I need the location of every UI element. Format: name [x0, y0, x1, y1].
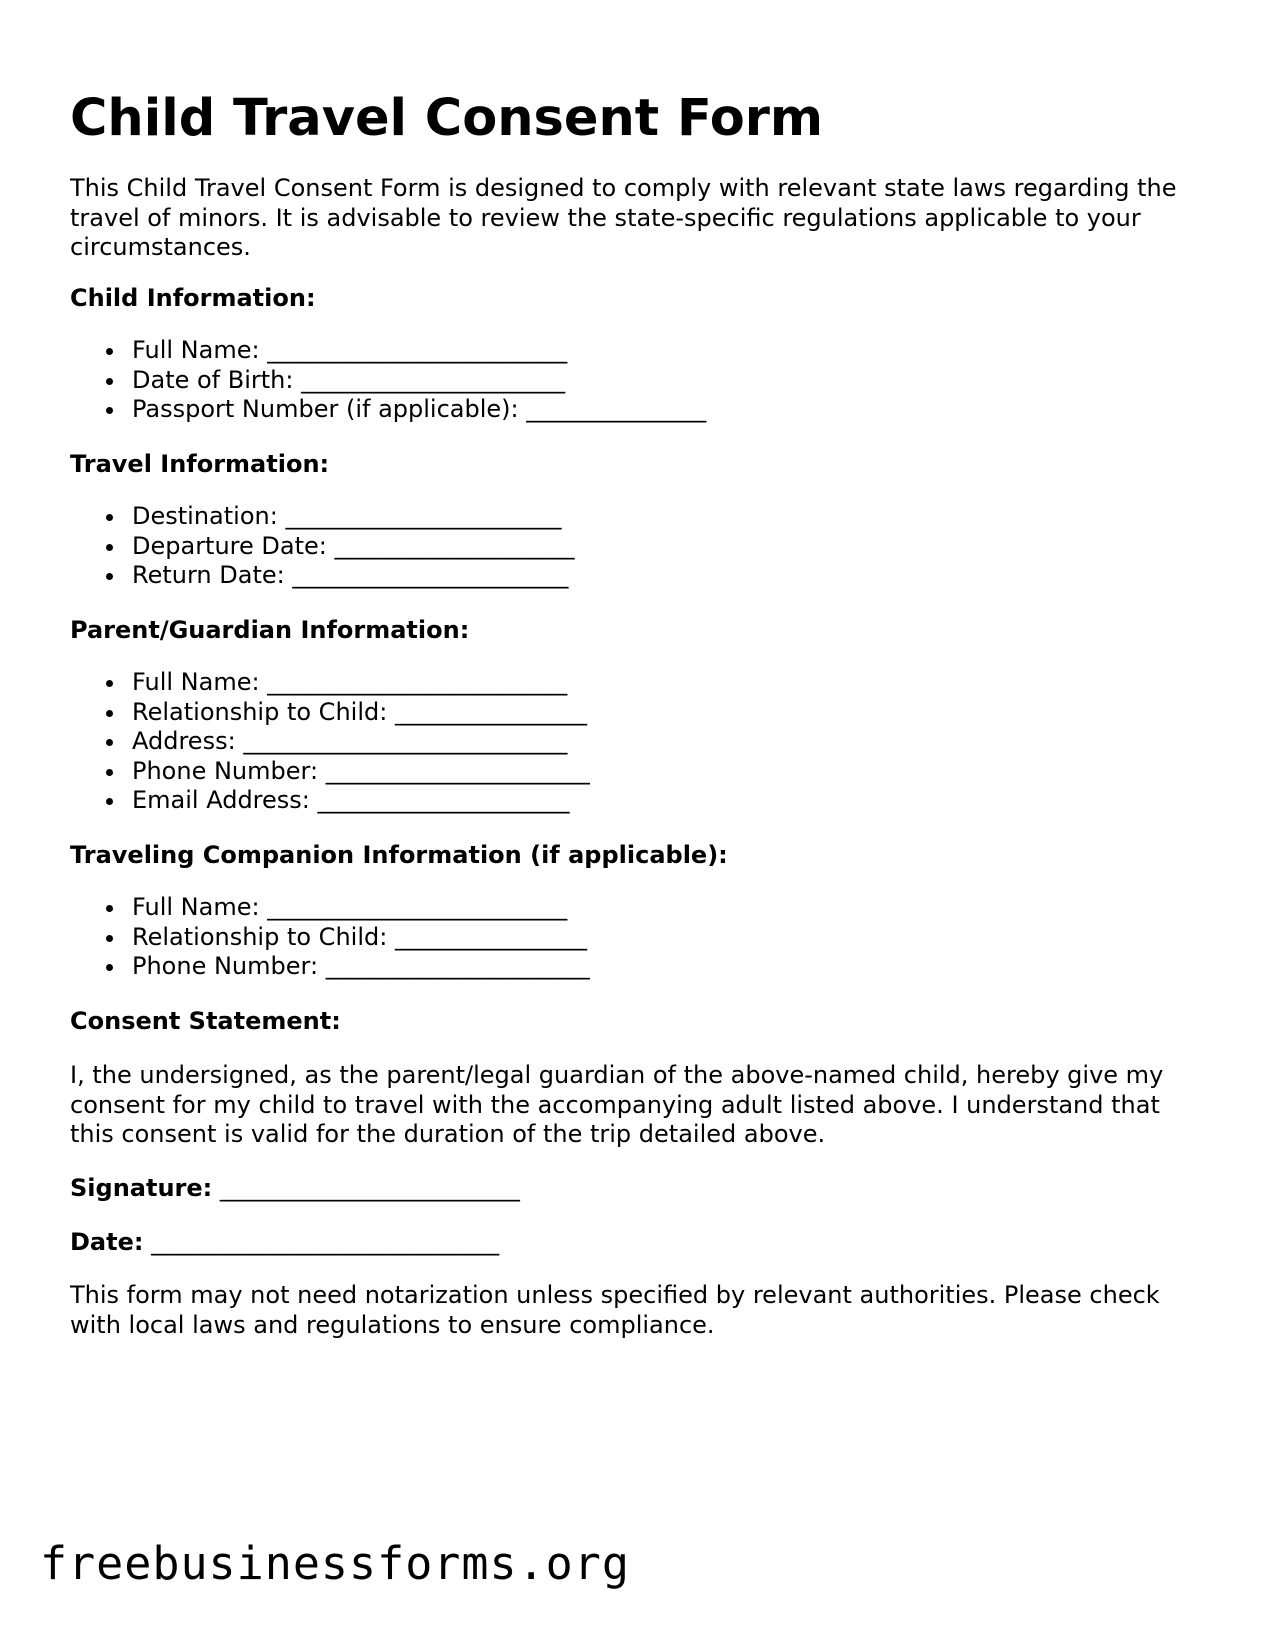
list-item	[70, 893, 590, 923]
field-label: Passport Number (if applicable):	[132, 395, 519, 423]
consent-paragraph: I, the undersigned, as the parent/legal guardian of the above-named child, hereby give my consent for my child to travel with the accompanying adult listed above. I understand that this consent is valid for the duration of the trip detailed above.	[70, 1061, 1164, 1148]
bullet-icon	[106, 798, 113, 805]
fill-in-blank[interactable]: _________________________	[267, 893, 568, 921]
fill-in-blank[interactable]: _______________________	[292, 561, 569, 589]
child-fields-list	[70, 336, 706, 425]
field-label: Phone Number:	[132, 756, 319, 785]
bullet-icon	[106, 964, 113, 971]
bullet-icon	[106, 544, 113, 551]
date-label: Date:	[70, 1228, 144, 1256]
field-label: Address:	[132, 727, 236, 755]
field-label: Departure Date:	[132, 531, 327, 560]
field-label: Destination:	[132, 502, 278, 530]
field-label: Email Address:	[132, 786, 310, 814]
page-title: Child Travel Consent Form	[70, 89, 824, 148]
signature-label: Signature:	[70, 1174, 213, 1202]
fill-in-blank[interactable]: ________________	[394, 922, 587, 951]
fill-in-blank[interactable]: ______________________	[325, 756, 590, 785]
closing-paragraph: This form may not need notarization unless specified by relevant authorities. Please check with local laws and regulations to ensure compliance.	[70, 1281, 1160, 1339]
fill-in-blank[interactable]: _____________________	[317, 786, 570, 814]
bullet-icon	[106, 407, 113, 414]
list-item	[70, 757, 590, 787]
bullet-icon	[106, 680, 113, 687]
field-label: Phone Number:	[132, 952, 319, 980]
signature-line	[70, 1173, 520, 1203]
field-label: Date of Birth:	[132, 365, 294, 394]
fill-in-blank[interactable]: ______________________	[301, 365, 566, 394]
field-label: Full Name:	[132, 893, 260, 921]
fill-in-blank[interactable]: ______________________	[325, 952, 590, 980]
signature-field[interactable]: _________________________	[219, 1174, 520, 1202]
child-section-heading: Child Information:	[70, 284, 316, 312]
bullet-icon	[106, 348, 113, 355]
list-item	[70, 561, 575, 591]
guardian-fields-list	[70, 668, 590, 816]
field-label: Relationship to Child:	[132, 697, 388, 726]
bullet-icon	[106, 739, 113, 746]
bullet-icon	[106, 710, 113, 717]
fill-in-blank[interactable]: _________________________	[267, 668, 568, 696]
field-label: Relationship to Child:	[132, 922, 388, 951]
bullet-icon	[106, 769, 113, 776]
field-label: Return Date:	[132, 561, 285, 589]
list-item	[70, 668, 590, 698]
companion-section-heading: Traveling Companion Information (if applicable):	[70, 841, 728, 869]
guardian-section-heading: Parent/Guardian Information:	[70, 616, 470, 644]
field-label: Full Name:	[132, 336, 260, 364]
field-label: Full Name:	[132, 668, 260, 696]
travel-section-heading: Travel Information:	[70, 450, 330, 478]
fill-in-blank[interactable]: ________________	[394, 697, 587, 726]
fill-in-blank[interactable]: _______________	[526, 395, 707, 423]
bullet-icon	[106, 935, 113, 942]
fill-in-blank[interactable]: ___________________________	[243, 727, 568, 755]
list-item	[70, 923, 590, 953]
bullet-icon	[106, 573, 113, 580]
consent-section-heading: Consent Statement:	[70, 1007, 341, 1035]
fill-in-blank[interactable]: ____________________	[334, 531, 575, 560]
watermark-footer: freebusinessforms.org	[40, 1537, 630, 1590]
companion-fields-list	[70, 893, 590, 982]
intro-paragraph: This Child Travel Consent Form is designed to comply with relevant state laws regarding the travel of minors. It is advisable to review the state-specific regulations applicable to your circumstances.	[70, 174, 1177, 261]
date-line	[70, 1227, 499, 1257]
list-item	[70, 532, 575, 562]
bullet-icon	[106, 378, 113, 385]
travel-fields-list	[70, 502, 575, 591]
bullet-icon	[106, 905, 113, 912]
list-item	[70, 366, 706, 396]
fill-in-blank[interactable]: _______________________	[285, 502, 562, 530]
list-item	[70, 727, 590, 757]
list-item	[70, 395, 706, 425]
list-item	[70, 698, 590, 728]
date-field[interactable]: _____________________________	[151, 1228, 500, 1256]
list-item	[70, 502, 575, 532]
bullet-icon	[106, 514, 113, 521]
fill-in-blank[interactable]: _________________________	[267, 336, 568, 364]
list-item	[70, 336, 706, 366]
list-item	[70, 952, 590, 982]
list-item	[70, 786, 590, 816]
